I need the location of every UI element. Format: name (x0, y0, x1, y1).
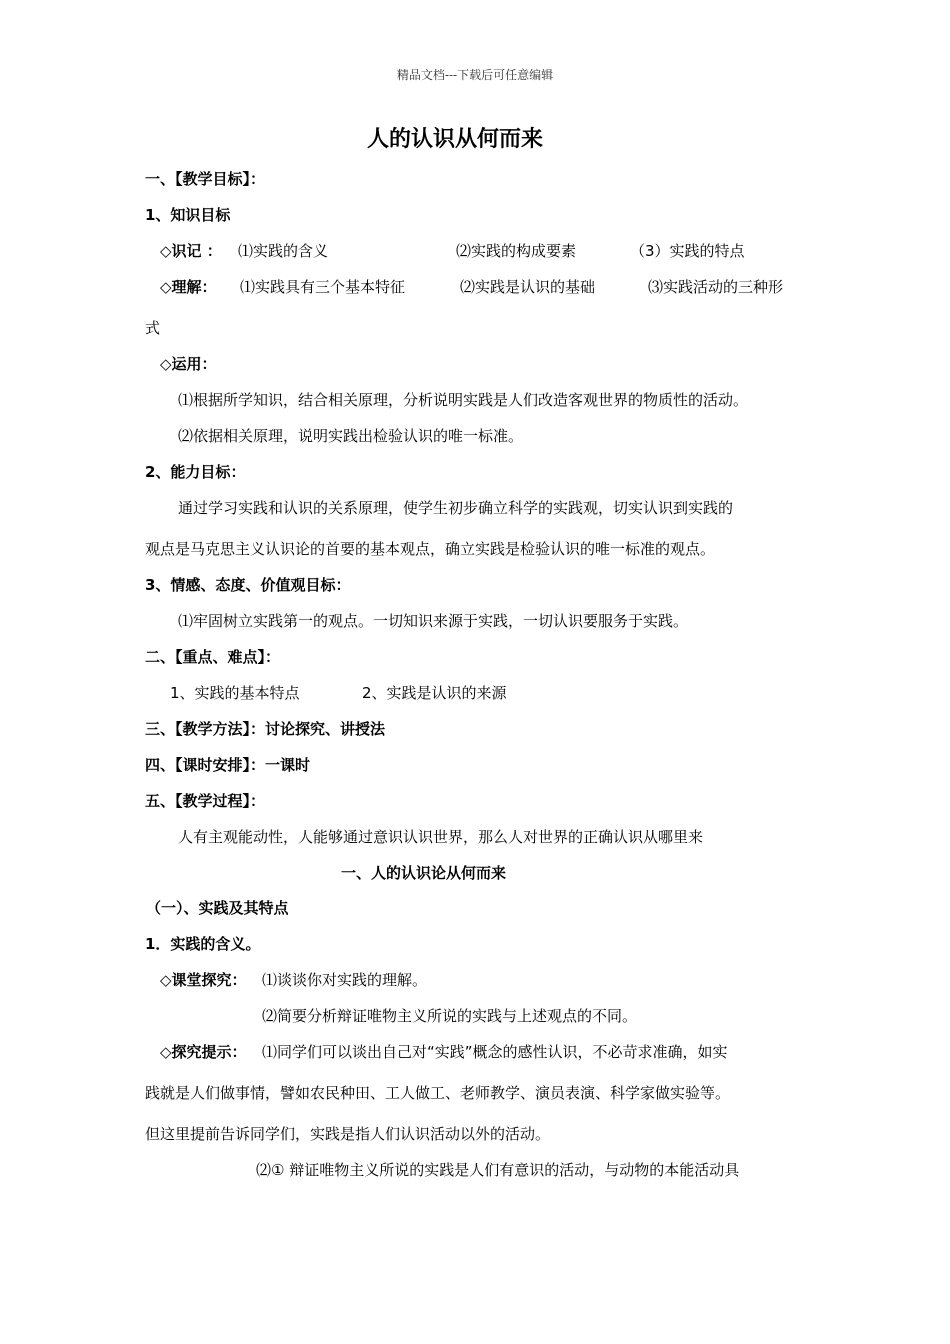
section-heading-key-points: 二、【重点、难点】： (145, 648, 281, 666)
section-teaching-method (145, 719, 385, 739)
hint-line-3: 但这里提前告诉同学们，实践是指人们认识活动以外的活动。 (145, 1125, 551, 1143)
item-practice-meaning: 1．实践的含义。 (145, 935, 261, 953)
apply-label: ◇运用： (160, 355, 217, 373)
memorize-label: ◇识记 ： (160, 242, 222, 260)
memorize-item-3: （3）实践的特点 (630, 242, 745, 260)
page-title: 人的认识从何而来 (366, 127, 543, 152)
explore-item-2: ⑵简要分析辩证唯物主义所说的实践与上述观点的不同。 (262, 1007, 638, 1025)
explore-label: ◇课堂探究： (160, 971, 247, 989)
emotion-item-1: ⑴牢固树立实践第一的观点。一切知识来源于实践，一切认识要服务于实践。 (178, 612, 689, 630)
memorize-row (160, 241, 222, 261)
hint-line-4: ⑵① 辩证唯物主义所说的实践是人们有意识的活动，与动物的本能活动具 (256, 1161, 740, 1179)
understand-continuation: 式 (145, 319, 161, 337)
understand-item-2: ⑵实践是认识的基础 (460, 278, 596, 296)
key-point-1: 1、实践的基本特点 (170, 684, 300, 702)
section-heading-teaching-goals: 一、【教学目标】： (145, 170, 266, 188)
understand-item-1: ⑴实践具有三个基本特征 (240, 278, 406, 296)
hint-label: ◇探究提示： (160, 1043, 247, 1061)
subheading-emotion-goals: 3、情感、态度、价值观目标： (145, 576, 351, 594)
class-schedule-value: 一课时 (265, 756, 311, 774)
ability-paragraph-line-1: 通过学习实践和认识的关系原理，使学生初步确立科学的实践观，切实认识到实践的 (178, 499, 734, 517)
process-intro: 人有主观能动性，人能够通过意识认识世界，那么人对世界的正确认识从哪里来 (178, 828, 704, 846)
section-class-schedule (145, 755, 310, 775)
key-point-2: 2、实践是认识的来源 (362, 684, 507, 702)
subsection-practice-features: （一）、实践及其特点 (146, 899, 289, 917)
page-header: 精品文档---下载后可任意编辑 (396, 68, 554, 82)
teaching-method-label: 三、【教学方法】： (145, 720, 266, 738)
ability-paragraph-line-2: 观点是马克思主义认识论的首要的基本观点，确立实践是检验认识的唯一标准的观点。 (145, 540, 716, 558)
hint-line-2: 践就是人们做事情，譬如农民种田、工人做工、老师教学、演员表演、科学家做实验等。 (145, 1084, 731, 1102)
subheading-ability-goals: 2、能力目标： (145, 463, 246, 481)
class-schedule-label: 四、【课时安排】： (145, 756, 266, 774)
understand-label: ◇理解： (160, 278, 217, 296)
teaching-method-value: 讨论探究、讲授法 (265, 720, 386, 738)
part-one-title: 一、人的认识论从何而来 (341, 864, 507, 882)
subheading-knowledge-goals: 1、知识目标 (145, 206, 231, 224)
memorize-item-2: ⑵实践的构成要素 (456, 242, 577, 260)
explore-item-1: ⑴谈谈你对实践的理解。 (262, 971, 428, 989)
hint-line-1: ⑴同学们可以谈出自己对“实践”概念的感性认识，不必苛求准确，如实 (262, 1043, 728, 1061)
apply-item-1: ⑴根据所学知识，结合相关原理，分析说明实践是人们改造客观世界的物质性的活动。 (178, 391, 749, 409)
section-heading-teaching-process: 五、【教学过程】： (145, 792, 266, 810)
memorize-item-1: ⑴实践的含义 (238, 242, 329, 260)
understand-item-3: ⑶实践活动的三种形 (648, 278, 784, 296)
apply-item-2: ⑵依据相关原理，说明实践出检验认识的唯一标准。 (178, 427, 524, 445)
